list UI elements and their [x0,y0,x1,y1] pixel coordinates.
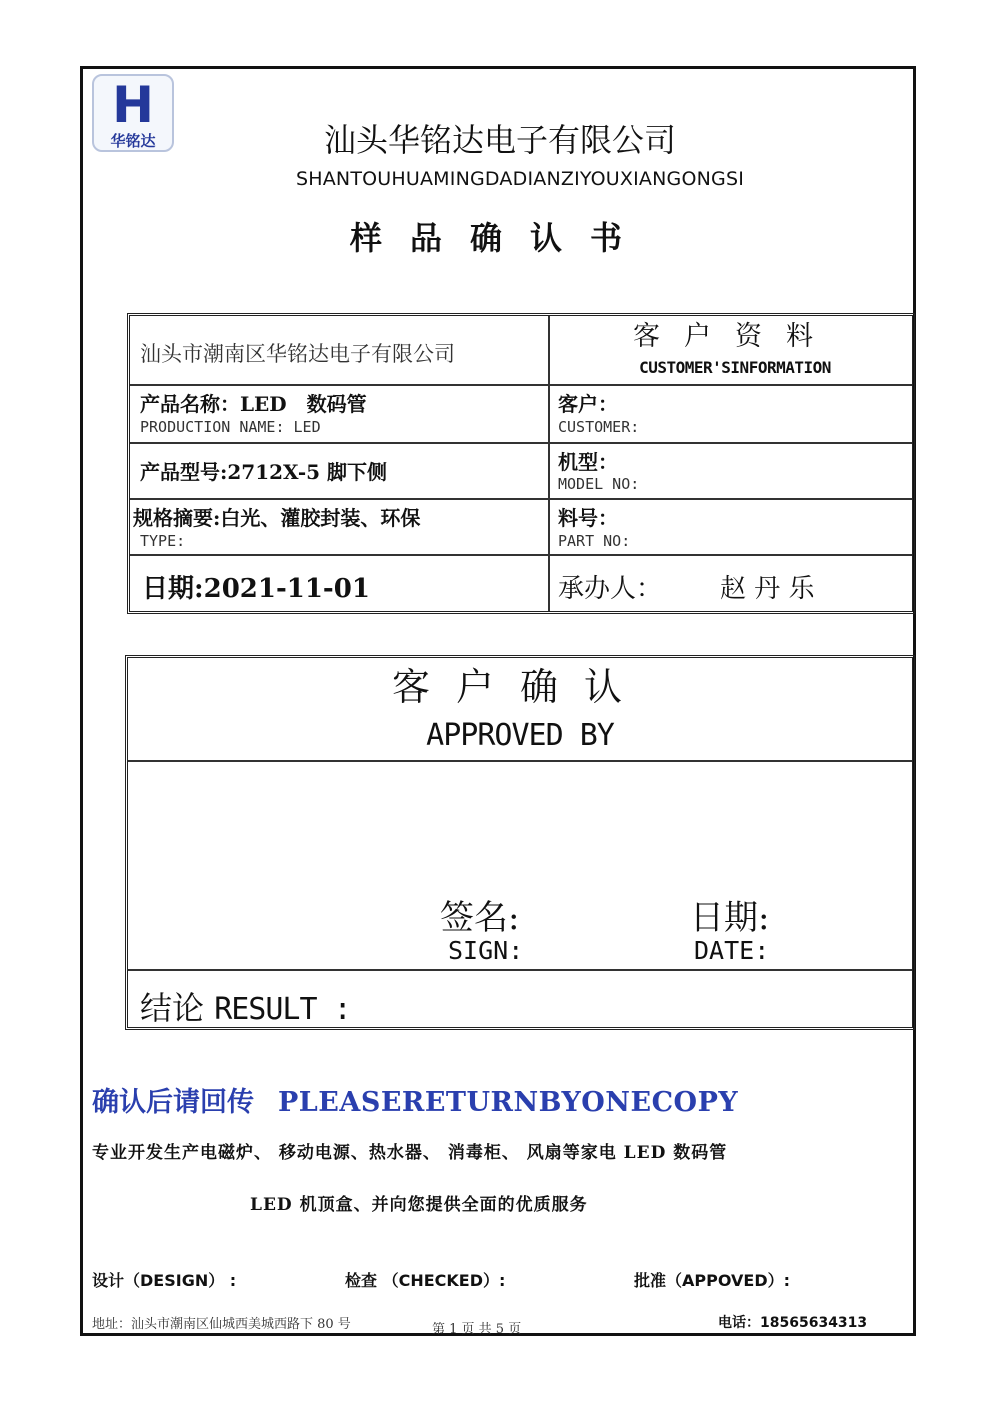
handler-label: 承办人： [558,574,663,604]
company-name-en: SHANTOUHUAMINGDADIANZIYOUXIANGONGSI [295,168,745,190]
result-row [140,983,351,1029]
date-label-en: DATE: [694,936,770,965]
company-name-cn: 汕头华铭达电子有限公司 [323,121,676,159]
date-label-cn: 日期: [690,898,770,938]
return-en: PLEASERETURNBYONECOPY [278,1087,739,1118]
approval-header-line [128,760,912,762]
company-logo [92,74,174,152]
logo-text: 华铭达 [110,132,156,150]
design-label: 设计（DESIGN） : [92,1271,237,1290]
sign-label-cn: 签名: [440,898,520,938]
machine-model-label: 机型： [558,450,618,474]
business-line-1: 专业开发生产电磁炉、 移动电源、热水器、 消毒柜、 风扇等家电 LED 数码管 [92,1143,728,1163]
approval-title-cn: 客户确认 [391,665,648,709]
customer-label: 客户： [558,392,618,416]
type-en: TYPE: [140,532,186,550]
part-no-label: 料号： [558,506,618,530]
return-instruction [92,1080,738,1119]
spec-summary-label: 规格摘要:白光、灌胶封装、环保 [133,506,421,530]
customer-en: CUSTOMER: [558,418,640,436]
page-number: 第 1 页 共 5 页 [432,1322,522,1337]
supplier-name: 汕头市潮南区华铭达电子有限公司 [140,342,455,366]
customer-info-title-cn: 客户资料 [633,321,837,352]
product-model-label: 产品型号:2712X-5 脚下侧 [140,460,388,484]
phone: 电话：18565634313 [718,1315,868,1331]
product-name-en: PRODUCTION NAME: LED [140,418,321,436]
result-label-cn: 结论 [140,989,205,1027]
approved-label: 批准（APPOVED）: [634,1271,791,1290]
document-title: 样品确认书 [349,219,650,257]
handler-name: 赵 丹 乐 [720,574,815,604]
table-row-line [130,554,912,556]
table-divider [548,316,550,611]
table-row-line [130,442,912,444]
model-no-en: MODEL NO: [558,475,640,493]
product-name-label: 产品名称：LED 数码管 [140,392,367,416]
return-cn: 确认后请回传 [92,1087,254,1118]
approval-box [125,655,915,1030]
business-line-2: LED 机顶盒、并向您提供全面的优质服务 [250,1195,588,1215]
part-no-en: PART NO: [558,532,631,550]
date-label: 日期:2021-11-01 [142,574,370,604]
logo-letter: H [112,76,154,134]
checked-label: 检查 （CHECKED）: [345,1271,506,1290]
address: 地址：汕头市潮南区仙城西美城西路下 80 号 [92,1317,351,1332]
table-row-line [130,498,912,500]
customer-info-title-en: CUSTOMER'SINFORMATION [639,358,831,377]
table-row-line [130,384,912,386]
result-line [128,969,912,971]
sign-label-en: SIGN: [448,936,524,965]
result-label-en: RESULT : [214,992,351,1027]
info-table [127,313,915,614]
approval-title-en: APPROVED BY [426,718,614,753]
